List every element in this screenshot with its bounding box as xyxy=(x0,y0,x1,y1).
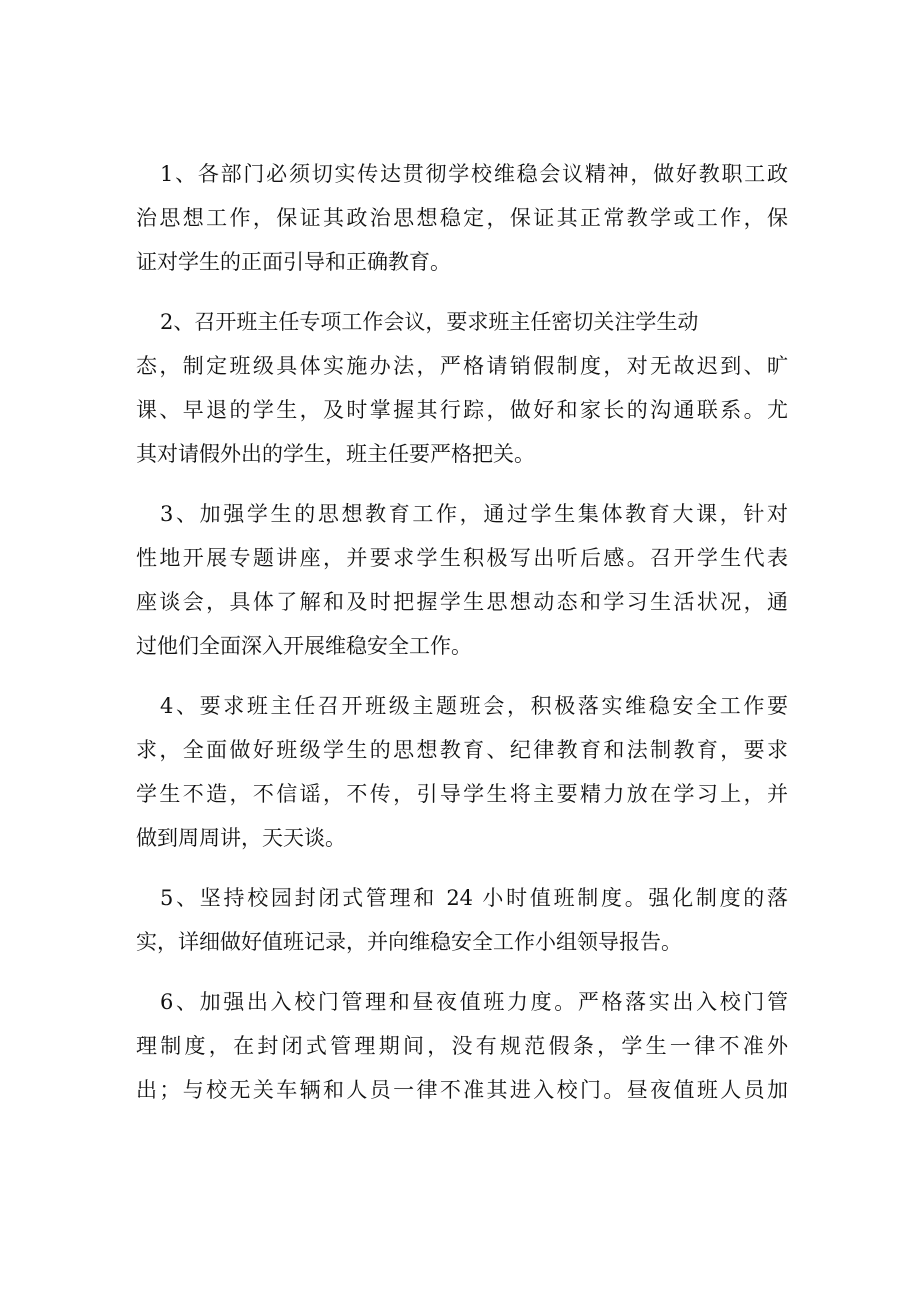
paragraph-3 xyxy=(136,492,788,668)
paragraph-line: 2、召开班主任专项工作会议，要求班主任密切关注学生动 xyxy=(160,310,699,334)
paragraph-line: 治思想工作，保证其政治思想稳定，保证其正常教学或工作，保 xyxy=(136,206,788,230)
paragraph-line: 出；与校无关车辆和人员一律不准其进入校门。昼夜值班人员加 xyxy=(136,1078,788,1102)
paragraph-line: 过他们全面深入开展维稳安全工作。 xyxy=(136,634,472,658)
paragraph-4 xyxy=(136,684,788,860)
paragraph-line: 实，详细做好值班记录，并向维稳安全工作小组领导报告。 xyxy=(136,930,682,954)
paragraph-line: 3、加强学生的思想教育工作，通过学生集体教育大课，针对 xyxy=(160,502,788,526)
paragraph-line: 态，制定班级具体实施办法，严格请销假制度，对无故迟到、旷 xyxy=(136,354,788,378)
paragraph-line: 理制度，在封闭式管理期间，没有规范假条，学生一律不准外 xyxy=(136,1034,788,1058)
document-body xyxy=(136,152,788,1128)
paragraph-line: 5、坚持校园封闭式管理和 24 小时值班制度。强化制度的落 xyxy=(160,886,788,910)
paragraph-line: 做到周周讲，天天谈。 xyxy=(136,826,346,850)
paragraph-line: 性地开展专题讲座，并要求学生积极写出听后感。召开学生代表 xyxy=(136,546,788,570)
paragraph-line: 证对学生的正面引导和正确教育。 xyxy=(136,250,451,274)
paragraph-line: 求，全面做好班级学生的思想教育、纪律教育和法制教育，要求 xyxy=(136,738,788,762)
paragraph-line: 1、各部门必须切实传达贯彻学校维稳会议精神，做好教职工政 xyxy=(160,162,788,186)
paragraph-line: 课、早退的学生，及时掌握其行踪，做好和家长的沟通联系。尤 xyxy=(136,398,788,422)
paragraph-2 xyxy=(136,300,788,476)
paragraph-5 xyxy=(136,876,788,964)
paragraph-line: 学生不造，不信谣，不传，引导学生将主要精力放在学习上，并 xyxy=(136,782,788,806)
paragraph-line: 6、加强出入校门管理和昼夜值班力度。严格落实出入校门管 xyxy=(160,990,788,1014)
paragraph-line: 4、要求班主任召开班级主题班会，积极落实维稳安全工作要 xyxy=(160,694,788,718)
paragraph-1 xyxy=(136,152,788,284)
paragraph-line: 其对请假外出的学生，班主任要严格把关。 xyxy=(136,442,535,466)
paragraph-line: 座谈会，具体了解和及时把握学生思想动态和学习生活状况，通 xyxy=(136,590,788,614)
paragraph-6 xyxy=(136,980,788,1112)
